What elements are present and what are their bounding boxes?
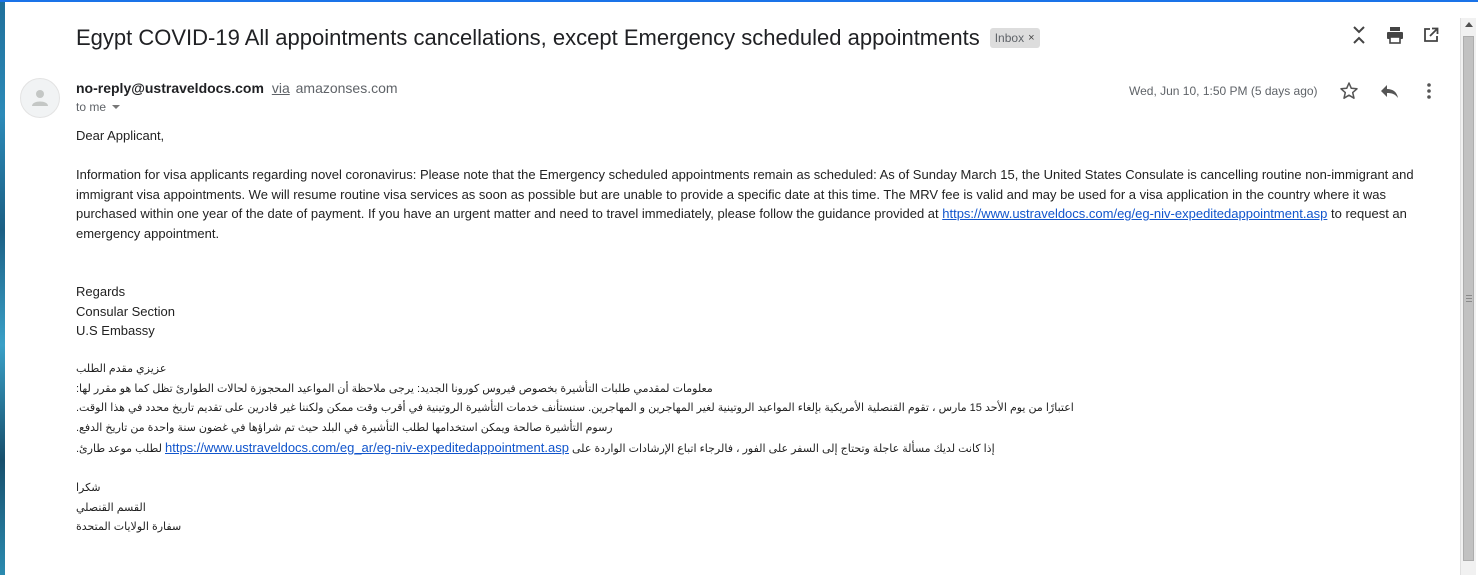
greeting: Dear Applicant, <box>76 128 165 143</box>
reply-icon[interactable] <box>1378 80 1400 102</box>
background-desktop-strip <box>0 0 5 575</box>
print-icon[interactable] <box>1384 24 1406 46</box>
recipient-row[interactable] <box>76 100 120 114</box>
signature-section: Consular Section <box>76 303 175 319</box>
remove-label-icon[interactable]: × <box>1028 32 1035 44</box>
label-text: Inbox <box>994 31 1025 45</box>
expedited-appointment-link[interactable]: https://www.ustraveldocs.com/eg/eg-niv-expeditedappointment.asp <box>942 206 1328 221</box>
scrollbar-thumb[interactable] <box>1463 36 1474 561</box>
sender-row <box>76 80 398 96</box>
subject-row <box>76 22 1040 54</box>
message-meta <box>1129 80 1440 102</box>
arabic-line-4-post: لطلب موعد طارئ. <box>76 443 162 455</box>
signature-embassy: U.S Embassy <box>76 323 155 338</box>
collapse-icon[interactable] <box>1348 24 1370 46</box>
via-domain: amazonses.com <box>295 80 398 96</box>
arabic-line-4 <box>76 438 1426 460</box>
vertical-scrollbar[interactable] <box>1460 18 1476 575</box>
star-icon[interactable] <box>1338 80 1360 102</box>
arabic-sign-section: القسم القنصلي <box>76 501 146 514</box>
inbox-label-chip[interactable] <box>990 28 1040 48</box>
arabic-line-2: اعتبارًا من يوم الأحد 15 مارس ، تقوم القنصلية الأمريكية بإلغاء المواعيد الروتينية لغير المهاجرين و المهاجرين. سنستأنف خدمات التأشيرة الروتينية في أقرب وقت ممكن ولكننا غير قادرين على تقديم تاريخ محدد في هذا الوقت. <box>76 402 1074 414</box>
arabic-greeting: عزيزي مقدم الطلب <box>76 363 167 375</box>
recipient-text: to me <box>76 100 107 114</box>
scroll-grip-line <box>1466 301 1472 302</box>
top-accent-line <box>0 0 1478 2</box>
scroll-grip-line <box>1466 295 1472 296</box>
open-in-new-window-icon[interactable] <box>1420 24 1442 46</box>
show-details-chevron-down-icon[interactable] <box>112 105 120 109</box>
sender-email[interactable]: no-reply@ustraveldocs.com <box>76 80 264 96</box>
paragraph-info-tail: to request an emergency appointment. <box>76 206 1407 241</box>
email-subject: Egypt COVID-19 All appointments cancellations, except Emergency scheduled appointments <box>76 25 980 50</box>
scroll-up-arrow-icon[interactable] <box>1465 22 1473 27</box>
message-date: Wed, Jun 10, 1:50 PM (5 days ago) <box>1129 84 1318 98</box>
scroll-grip-line <box>1466 298 1472 299</box>
arabic-section <box>76 360 1426 538</box>
email-body <box>76 126 1426 538</box>
more-vertical-icon[interactable] <box>1418 80 1440 102</box>
paragraph-info <box>76 165 1426 243</box>
arabic-sign-embassy: سفارة الولايات المتحدة <box>76 521 182 533</box>
message-actions <box>1338 80 1440 102</box>
via-link[interactable]: via <box>271 80 290 96</box>
paragraph-info-text: Information for visa applicants regarding novel coronavirus: Please note that the Emergency scheduled appointments remain as scheduled: As of Sunday March 15, the United States Consulate is cancelling routine non-immigrant and immigrant visa appointments. We will resume routine visa services as soon as possible but are unable to provide a specific date at this time. The MRV fee is valid and may be used for a visa application in the country where it was purchased within one year of the date of payment. If you have an urgent matter and need to travel immediately, please follow the guidance provided at <box>76 167 1414 221</box>
header-actions <box>1348 24 1442 46</box>
arabic-line-4-pre: إذا كانت لديك مسألة عاجلة وتحتاج إلى السفر على الفور ، فالرجاء اتباع الإرشادات الواردة على <box>572 443 995 455</box>
arabic-line-3: رسوم التأشيرة صالحة ويمكن استخدامها لطلب التأشيرة في البلد حيث تم شراؤها في غضون سنة واحدة من تاريخ الدفع. <box>76 421 613 434</box>
person-icon <box>29 87 51 109</box>
arabic-sign-thanks: شكرا <box>76 482 101 494</box>
arabic-expedited-appointment-link[interactable]: https://www.ustraveldocs.com/eg_ar/eg-niv-expeditedappointment.asp <box>165 440 569 455</box>
sender-avatar <box>20 78 60 118</box>
signature-regards: Regards <box>76 284 126 299</box>
arabic-line-1: معلومات لمقدمي طلبات التأشيرة بخصوص فيروس كورونا الجديد: يرجى ملاحظة أن المواعيد المحجوزة لحالات الطوارئ تظل كما هو مقرر لها: <box>76 382 713 395</box>
